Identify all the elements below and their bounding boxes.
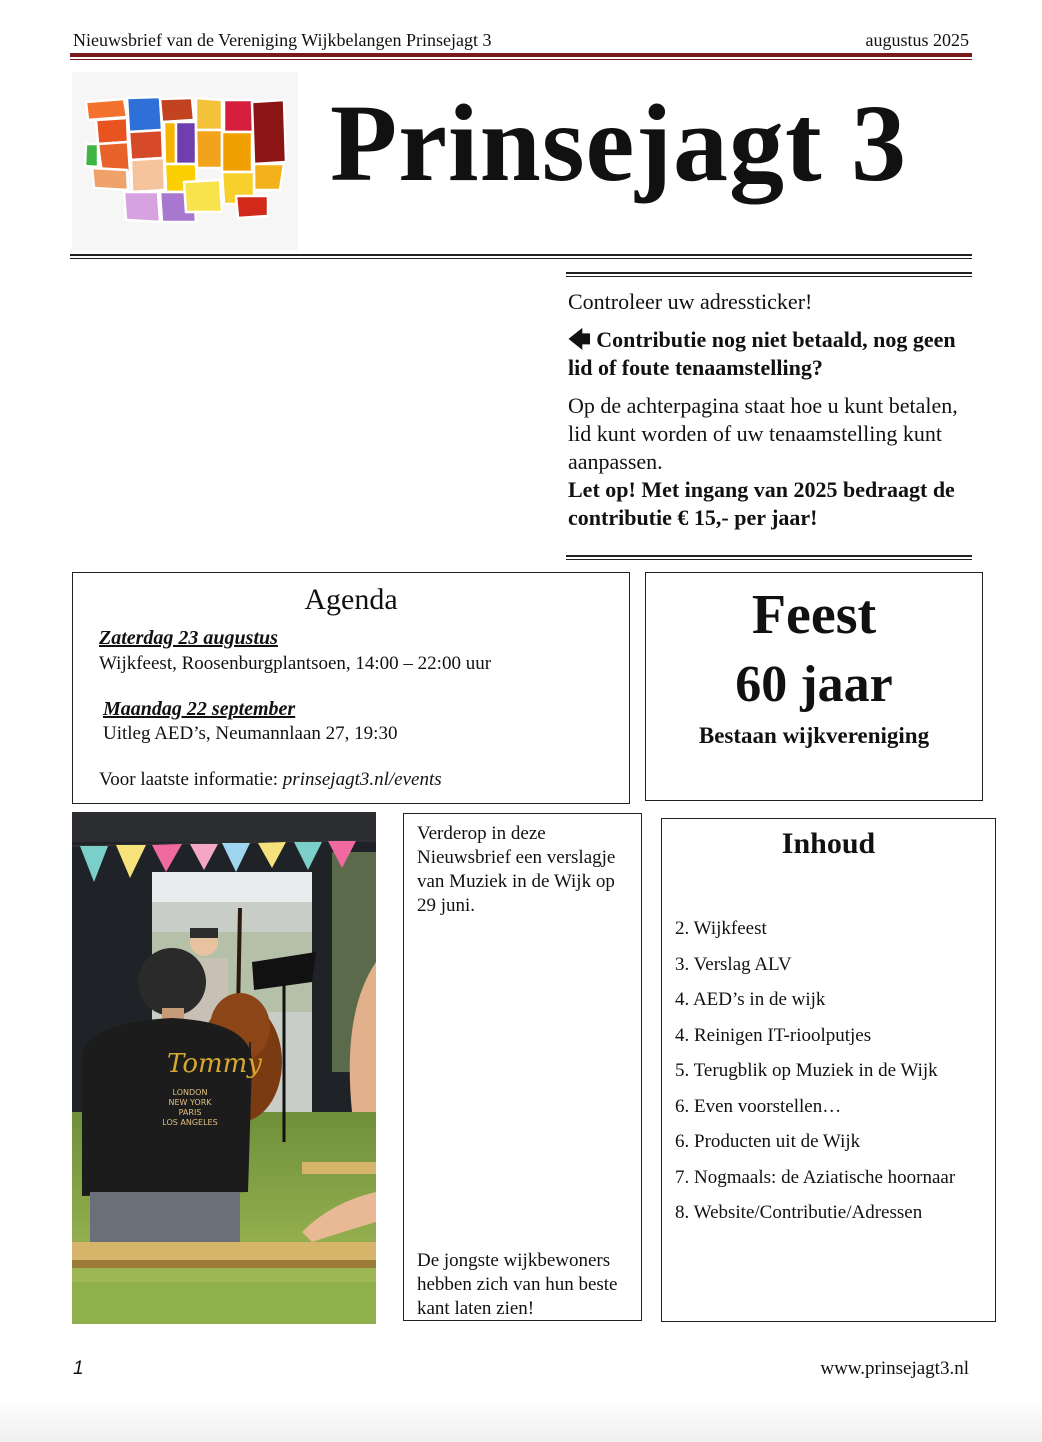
toc-title: Inhoud: [781, 827, 876, 860]
masthead-title: Prinsejagt 3: [330, 82, 908, 204]
agenda-box: [72, 572, 630, 804]
notice-contribution-question: [568, 326, 970, 382]
agenda-latest-info: [99, 769, 442, 791]
caption-intro: Verderop in deze Nieuwsbrief een verslagje van Muziek in de Wijk op 29 juni.: [417, 823, 616, 916]
notice-check-sticker: Controleer uw adressticker!: [568, 289, 813, 314]
caption-photo-text: De jongste wijkbewoners hebben zich van hun beste kant laten zien!: [417, 1250, 618, 1319]
masthead-rule: [70, 254, 972, 256]
toc-item[interactable]: 4. Reinigen IT-rioolputjes: [675, 1024, 872, 1046]
shirt-text: PARIS: [178, 1108, 202, 1117]
photo-caption-box: [403, 813, 642, 1321]
notice-question-text: Contributie nog niet betaald, nog geen lid of foute tenaamstelling?: [568, 327, 956, 380]
toc-item[interactable]: 2. Wijkfeest: [675, 918, 767, 939]
shirt-text: LOS ANGELES: [162, 1118, 218, 1127]
anniversary-subtitle: Bestaan wijkvereniging: [698, 723, 930, 748]
toc-item[interactable]: 4. AED’s in de wijk: [675, 989, 826, 1010]
agenda-event-description: Wijkfeest, Roosenburgplantsoen, 14:00 – 22:00 uur: [99, 653, 492, 674]
toc-item[interactable]: 5. Terugblik op Muziek in de Wijk: [675, 1060, 938, 1081]
music-event-photo: [72, 812, 376, 1324]
notice-fee-warning: Let op! Met ingang van 2025 bedraagt de contributie € 15,- per jaar!: [568, 477, 955, 530]
shirt-text: LONDON: [172, 1088, 208, 1097]
toc-item[interactable]: 7. Nogmaals: de Aziatische hoornaar: [675, 1166, 956, 1188]
agenda-title: Agenda: [304, 583, 398, 616]
notice-top-rule: [566, 272, 972, 277]
toc-list: [675, 917, 955, 1237]
masthead-rule-thin: [70, 258, 972, 259]
agenda-event-description: Uitleg AED’s, Neumannlaan 27, 19:30: [103, 723, 398, 744]
anniversary-heading: Feest: [751, 584, 877, 646]
newsletter-subtitle: Nieuwsbrief van de Vereniging Wijkbelangen Prinsejagt 3: [73, 30, 492, 50]
shirt-text: NEW YORK: [168, 1098, 212, 1107]
membership-notice: [568, 288, 970, 542]
anniversary-box: [645, 572, 983, 801]
agenda-event-date: Zaterdag 23 augustus: [99, 627, 278, 649]
toc-item[interactable]: 6. Producten uit de Wijk: [675, 1131, 861, 1152]
neighbourhood-map-logo: [72, 72, 298, 250]
agenda-event-date: Maandag 22 september: [103, 698, 296, 720]
anniversary-years: 60 jaar: [735, 656, 893, 713]
website-link[interactable]: www.prinsejagt3.nl: [820, 1358, 969, 1379]
notice-instructions: Op de achterpagina staat hoe u kunt betalen, lid kunt worden of uw tenaamstelling kunt aanpassen.: [568, 393, 958, 474]
table-of-contents: [661, 818, 996, 1322]
page-bottom-shadow: [0, 1400, 1042, 1442]
issue-date: augustus 2025: [865, 30, 969, 50]
agenda-info-label: Voor laatste informatie:: [99, 769, 283, 790]
page-number: 1: [73, 1358, 84, 1379]
toc-item[interactable]: 6. Even voorstellen…: [675, 1095, 842, 1117]
notice-bottom-rule: [566, 555, 972, 560]
header-rule-thin: [70, 59, 972, 60]
svg-text:Tommy: Tommy: [167, 1049, 262, 1079]
arrow-left-icon: 🡄: [568, 327, 591, 352]
agenda-info-link[interactable]: prinsejagt3.nl/events: [282, 769, 442, 790]
toc-item[interactable]: 8. Website/Contributie/Adressen: [675, 1202, 923, 1223]
header-rule: [70, 53, 972, 57]
toc-item[interactable]: 3. Verslag ALV: [675, 953, 792, 975]
